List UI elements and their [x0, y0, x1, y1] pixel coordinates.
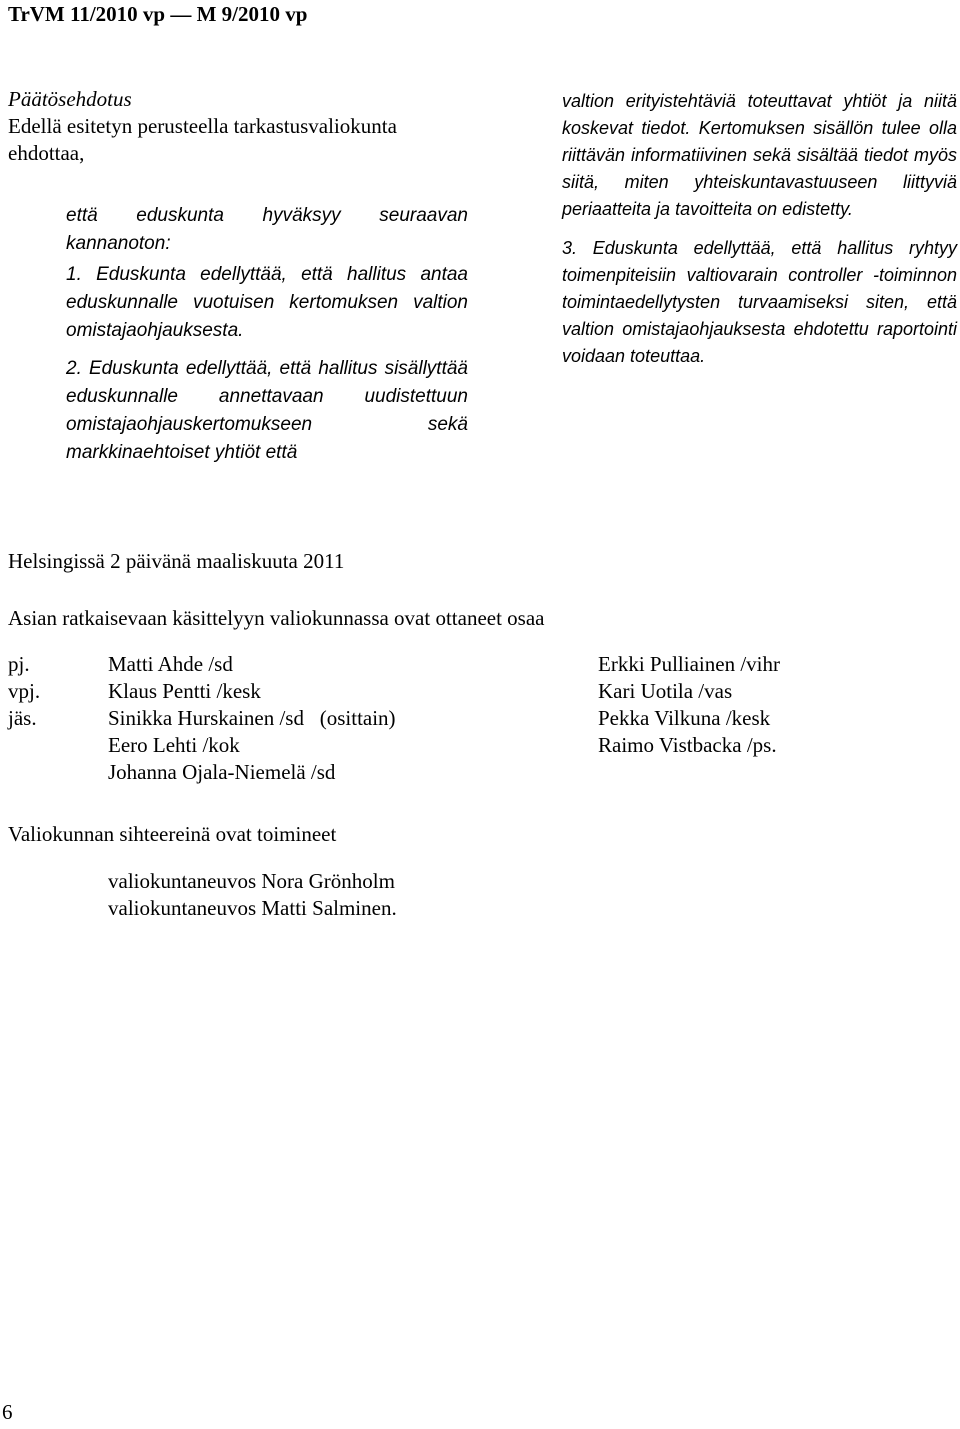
proposal-item-2-continued: valtion erityistehtäviä toteuttavat yhtiöt ja niitä koskevat tiedot. Kertomuksen sisällön tulee olla riittävän informatiivinen sekä sisältää tiedot myös siitä, miten yhteiskuntavastuuseen liittyviä periaatteita ja tavoitteita on edistetty.	[562, 91, 957, 219]
section-title: Päätösehdotus	[8, 87, 132, 111]
roster-name: Matti Ahde /sd	[108, 652, 233, 676]
proposal-lead: että eduskunta hyväksyy seuraavan kannanoton:	[66, 205, 468, 254]
roster-row	[8, 732, 898, 759]
roster-name: Johanna Ojala-Niemelä /sd	[108, 760, 336, 784]
place-date: Helsingissä 2 päivänä maaliskuuta 2011	[8, 549, 345, 573]
secretary-name: valiokuntaneuvos Matti Salminen.	[108, 896, 397, 920]
decision-section	[8, 86, 478, 167]
decision-intro: Edellä esitetyn perusteella tarkastusvaliokunta ehdottaa,	[8, 114, 397, 165]
roster-role	[8, 732, 108, 759]
roster-role: pj.	[8, 652, 30, 676]
roster-name: Eero Lehti /kok	[108, 733, 240, 757]
right-column	[562, 88, 957, 370]
secretary-name: valiokuntaneuvos Nora Grönholm	[108, 869, 395, 893]
roster-role	[8, 759, 108, 786]
proposal-item-2: 2. Eduskunta edellyttää, että hallitus sisällyttää eduskunnalle annettavaan uudistettuun omistajaohjauskertomukseen sekä markkinaehtoiset yhtiöt että	[66, 358, 468, 463]
secretaries-intro: Valiokunnan sihteereinä ovat toimineet	[8, 822, 337, 846]
roster-row	[8, 651, 898, 678]
proposal-item-3: 3. Eduskunta edellyttää, että hallitus ryhtyy toimenpiteisiin valtiovarain controller -toiminnon toimintaedellytysten turvaamiseksi siten, että valtion omistajaohjauksesta ehdotettu raportointi voidaan toteuttaa.	[562, 238, 957, 366]
secretaries-list	[108, 868, 397, 922]
roster-name-right: Pekka Vilkuna /kesk	[598, 706, 771, 730]
page-number: 6	[2, 1400, 13, 1424]
roster-name-right	[598, 759, 898, 786]
roster-row	[8, 759, 898, 786]
roster	[8, 651, 898, 786]
proposal-item-1: 1. Eduskunta edellyttää, että hallitus antaa eduskunnalle vuotuisen kertomuksen valtion omistajaohjauksesta.	[66, 264, 468, 341]
roster-row	[8, 705, 898, 732]
page-header: TrVM 11/2010 vp — M 9/2010 vp	[8, 2, 308, 26]
roster-name: Klaus Pentti /kesk	[108, 679, 261, 703]
roster-name-right: Raimo Vistbacka /ps.	[598, 733, 777, 757]
participants-intro: Asian ratkaisevaan käsittelyyn valiokunnassa ovat ottaneet osaa	[8, 606, 545, 630]
roster-row	[8, 678, 898, 705]
roster-role: vpj.	[8, 679, 41, 703]
roster-name: Sinikka Hurskainen /sd (osittain)	[108, 706, 396, 730]
left-column	[66, 202, 468, 467]
roster-name-right: Kari Uotila /vas	[598, 679, 733, 703]
roster-role: jäs.	[8, 706, 37, 730]
roster-name-right: Erkki Pulliainen /vihr	[598, 652, 780, 676]
